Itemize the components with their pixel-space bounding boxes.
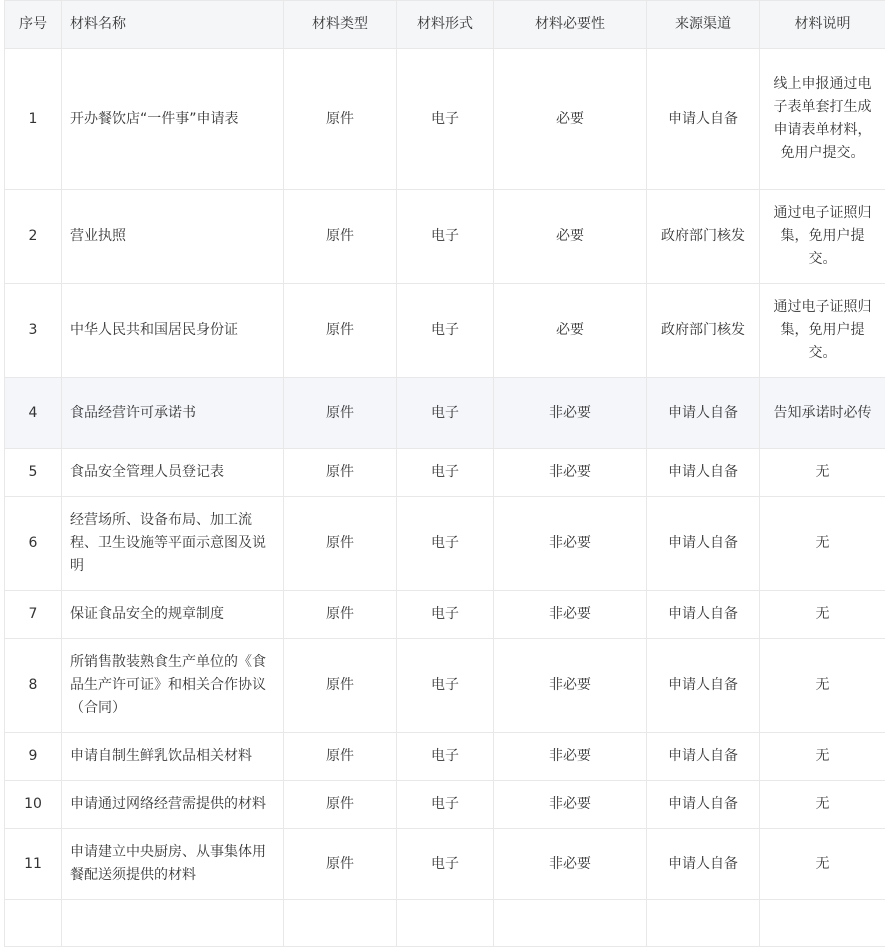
col-header-name: 材料名称 [62, 1, 284, 49]
cell-name: 保证食品安全的规章制度 [62, 591, 284, 639]
cell-name: 申请自制生鲜乳饮品相关材料 [62, 733, 284, 781]
cell-type: 原件 [284, 733, 397, 781]
col-header-source: 来源渠道 [647, 1, 760, 49]
table-row [5, 284, 885, 378]
cell-source: 申请人自备 [647, 781, 760, 829]
cell-form: 电子 [397, 378, 494, 449]
cell-name: 食品经营许可承诺书 [62, 378, 284, 449]
cell-name: 经营场所、设备布局、加工流程、卫生设施等平面示意图及说明 [62, 497, 284, 591]
cell-note: 无 [760, 829, 885, 900]
table-row [5, 829, 885, 900]
cell-form: 电子 [397, 829, 494, 900]
col-header-note: 材料说明 [760, 1, 885, 49]
col-header-type: 材料类型 [284, 1, 397, 49]
cell-note: 无 [760, 497, 885, 591]
cell-necessity: 非必要 [494, 781, 647, 829]
cell-necessity: 必要 [494, 284, 647, 378]
cell-form: 电子 [397, 733, 494, 781]
cell-source: 申请人自备 [647, 591, 760, 639]
cell-type: 原件 [284, 497, 397, 591]
table-row [5, 639, 885, 733]
table-row [5, 781, 885, 829]
table-row [5, 190, 885, 284]
cell-no: 10 [5, 781, 62, 829]
cell-form: 电子 [397, 639, 494, 733]
cell-type: 原件 [284, 190, 397, 284]
cell-note: 通过电子证照归集，免用户提交。 [760, 284, 885, 378]
cell-source: 申请人自备 [647, 829, 760, 900]
cell-name: 开办餐饮店“一件事”申请表 [62, 49, 284, 190]
cell-note: 无 [760, 639, 885, 733]
cell-no: 8 [5, 639, 62, 733]
cell-no: 7 [5, 591, 62, 639]
col-header-necessity: 材料必要性 [494, 1, 647, 49]
cell-type: 原件 [284, 449, 397, 497]
cell-necessity: 非必要 [494, 639, 647, 733]
table-row-partial [5, 900, 885, 947]
cell-source: 申请人自备 [647, 639, 760, 733]
cell-no: 1 [5, 49, 62, 190]
cell-note: 无 [760, 733, 885, 781]
cell-necessity: 非必要 [494, 829, 647, 900]
cell-name: 中华人民共和国居民身份证 [62, 284, 284, 378]
cell-necessity: 非必要 [494, 591, 647, 639]
cell-no: 2 [5, 190, 62, 284]
table-row [5, 49, 885, 190]
cell-necessity: 非必要 [494, 449, 647, 497]
table-row [5, 449, 885, 497]
cell-form: 电子 [397, 449, 494, 497]
table-row [5, 733, 885, 781]
table-header-row [5, 1, 885, 49]
cell-source: 政府部门核发 [647, 190, 760, 284]
cell-type: 原件 [284, 49, 397, 190]
cell-form: 电子 [397, 190, 494, 284]
cell-source: 申请人自备 [647, 449, 760, 497]
cell-no: 11 [5, 829, 62, 900]
cell-form: 电子 [397, 49, 494, 190]
cell-type: 原件 [284, 639, 397, 733]
cell-no: 3 [5, 284, 62, 378]
cell-note: 无 [760, 449, 885, 497]
table-row [5, 497, 885, 591]
cell-type: 原件 [284, 781, 397, 829]
table-row [5, 591, 885, 639]
cell-type: 原件 [284, 284, 397, 378]
cell-source: 申请人自备 [647, 497, 760, 591]
cell-necessity: 必要 [494, 49, 647, 190]
cell-name: 申请通过网络经营需提供的材料 [62, 781, 284, 829]
cell-name: 食品安全管理人员登记表 [62, 449, 284, 497]
table-row-hovered [5, 378, 885, 449]
col-header-no: 序号 [5, 1, 62, 49]
cell-no: 9 [5, 733, 62, 781]
cell-necessity: 非必要 [494, 733, 647, 781]
cell-source: 政府部门核发 [647, 284, 760, 378]
cell-no: 5 [5, 449, 62, 497]
cell-form: 电子 [397, 497, 494, 591]
cell-note: 告知承诺时必传 [760, 378, 885, 449]
cell-necessity: 非必要 [494, 378, 647, 449]
cell-note: 通过电子证照归集，免用户提交。 [760, 190, 885, 284]
cell-source: 申请人自备 [647, 378, 760, 449]
cell-type: 原件 [284, 829, 397, 900]
cell-no: 4 [5, 378, 62, 449]
cell-note: 无 [760, 591, 885, 639]
cell-form: 电子 [397, 591, 494, 639]
cell-necessity: 非必要 [494, 497, 647, 591]
cell-name: 申请建立中央厨房、从事集体用餐配送须提供的材料 [62, 829, 284, 900]
cell-name: 所销售散装熟食生产单位的《食品生产许可证》和相关合作协议（合同） [62, 639, 284, 733]
cell-source: 申请人自备 [647, 733, 760, 781]
cell-necessity: 必要 [494, 190, 647, 284]
cell-form: 电子 [397, 781, 494, 829]
cell-note: 线上申报通过电子表单套打生成申请表单材料，免用户提交。 [760, 49, 885, 190]
col-header-form: 材料形式 [397, 1, 494, 49]
cell-form: 电子 [397, 284, 494, 378]
cell-note: 无 [760, 781, 885, 829]
materials-table [4, 0, 885, 947]
cell-type: 原件 [284, 378, 397, 449]
materials-table-container [4, 0, 885, 947]
cell-no: 6 [5, 497, 62, 591]
cell-name: 营业执照 [62, 190, 284, 284]
cell-type: 原件 [284, 591, 397, 639]
cell-source: 申请人自备 [647, 49, 760, 190]
